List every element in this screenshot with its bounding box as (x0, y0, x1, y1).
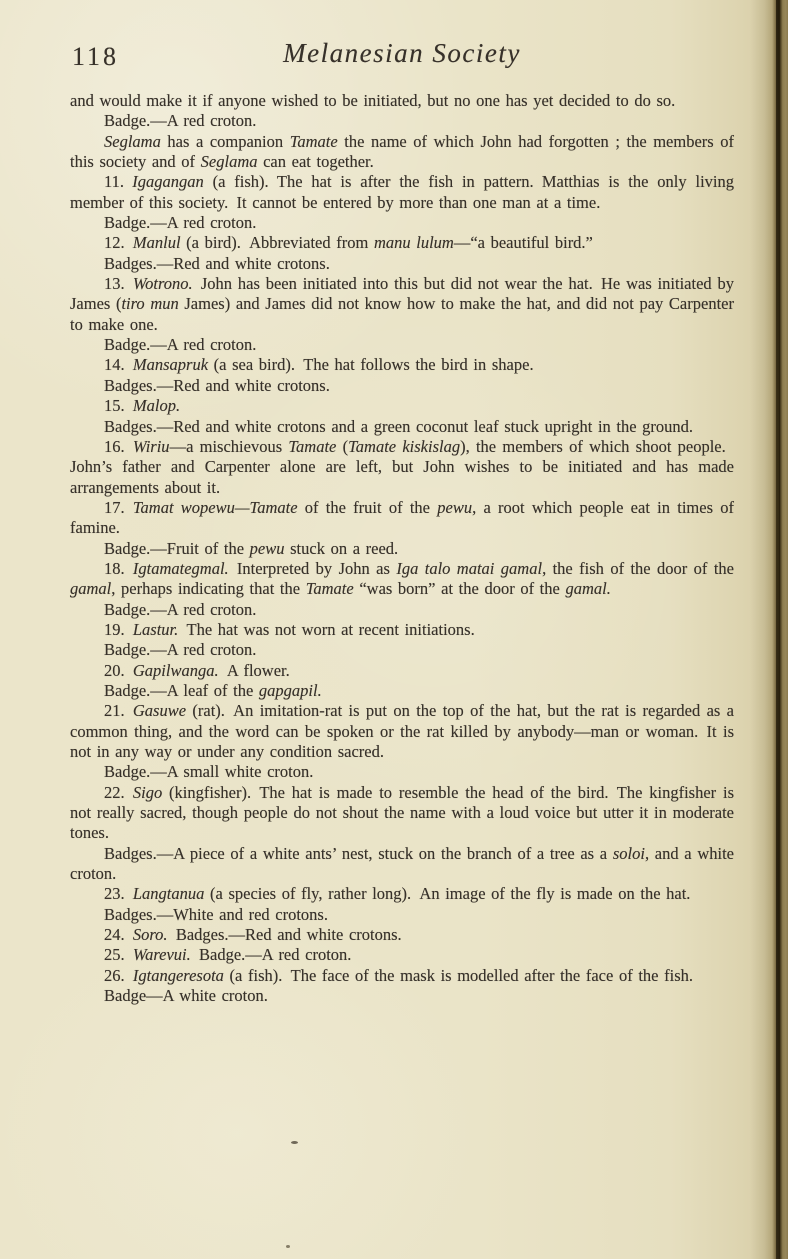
paragraph: 14. Mansapruk (a sea bird). The hat follows the bird in shape. (104, 355, 534, 375)
scan-speck (291, 1141, 298, 1144)
paragraph: Badges.—Red and white crotons. (104, 253, 330, 273)
paragraph: Seglama has a companion Tamate the name of which John had forgotten ; the members of this society and of Seglama can eat together. (70, 131, 734, 172)
paragraph: Badges.—A piece of a white ants’ nest, stuck on the branch of a tree as a soloi, and a white croton. (70, 843, 734, 884)
paragraph: Badge.—A red croton. (104, 335, 257, 355)
paragraph: and would make it if anyone wished to be initiated, but no one has yet decided to do so. (70, 91, 676, 110)
paragraph: 22. Sigo (kingfisher). The hat is made to resemble the head of the bird. The kingfisher is not really sacred, though people do not shout the name with a loud voice but utter it in moderate tones. (70, 782, 734, 843)
paragraph: 16. Wiriu—a mischievous Tamate (Tamate kiskislag), the members of which shoot people. John’s father and Carpenter alone are left, but John wishes to be initiated and has made arrangements about it. (70, 436, 735, 497)
paragraph: 25. Warevui. Badge.—A red croton. (104, 945, 352, 965)
paragraph: 13. Wotrono. John has been initiated into this but did not wear the hat. He was initiated by James (tiro mun James) and James did not know how to make the hat, and did not pay Carpenter to make one. (70, 274, 734, 334)
paragraph: 21. Gasuwe (rat). An imitation-rat is put on the top of the hat, but the rat is regarded as a common thing, and the word can be spoken or the rat killed by anybody—man or woman. It is not in any way or under any condition sacred. (70, 701, 734, 761)
paragraph: 18. Igtamategmal. Interpreted by John as Iga talo matai gamal, the fish of the door of the gamal, perhaps indicating that the Tamate “was born” at the door of the gamal. (70, 558, 734, 599)
running-title: Melanesian Society (283, 38, 521, 68)
paragraph: 23. Langtanua (a species of fly, rather long). An image of the fly is made on the hat. (104, 884, 691, 904)
page-body (70, 91, 734, 1006)
paragraph: Badge.—A red croton. (104, 111, 257, 131)
paragraph: Badge.—A red croton. (104, 640, 257, 660)
page-edge-shadow (750, 0, 788, 1259)
paragraph: Badge.—A red croton. (104, 599, 257, 619)
paragraph: Badge—A white croton. (104, 986, 268, 1006)
scan-speck (286, 1245, 290, 1248)
paragraph: Badge.—Fruit of the pewu stuck on a reed. (104, 538, 399, 558)
paragraph: Badge.—A leaf of the gapgapil. (104, 680, 322, 700)
page-edge-line (776, 0, 779, 1259)
paragraph: Badges.—White and red crotons. (104, 904, 328, 924)
paragraph: 26. Igtangeresota (a fish). The face of the mask is modelled after the face of the fish. (104, 965, 693, 985)
page-number: 118 (72, 42, 120, 71)
paragraph: 24. Soro. Badges.—Red and white crotons. (104, 925, 402, 945)
page-content (70, 38, 734, 1006)
paragraph: Badge.—A small white croton. (104, 762, 314, 782)
paragraph: Badges.—Red and white crotons and a green coconut leaf stuck upright in the ground. (104, 416, 694, 436)
paragraph: 11. Igagangan (a fish). The hat is after the fish in pattern. Matthias is the only living member of this society. It cannot be entered by more than one man at a time. (70, 172, 734, 212)
paragraph: 17. Tamat wopewu—Tamate of the fruit of the pewu, a root which people eat in times of famine. (70, 497, 734, 538)
paragraph: 15. Malop. (104, 396, 181, 416)
paragraph: 20. Gapilwanga. A flower. (104, 660, 290, 680)
paragraph: Badge.—A red croton. (104, 213, 257, 233)
running-header (70, 38, 734, 90)
paragraph: Badges.—Red and white crotons. (104, 375, 330, 395)
paragraph: 19. Lastur. The hat was not worn at recent initiations. (104, 619, 475, 639)
paragraph: 12. Manlul (a bird). Abbreviated from manu lulum—“a beautiful bird.” (104, 233, 593, 253)
